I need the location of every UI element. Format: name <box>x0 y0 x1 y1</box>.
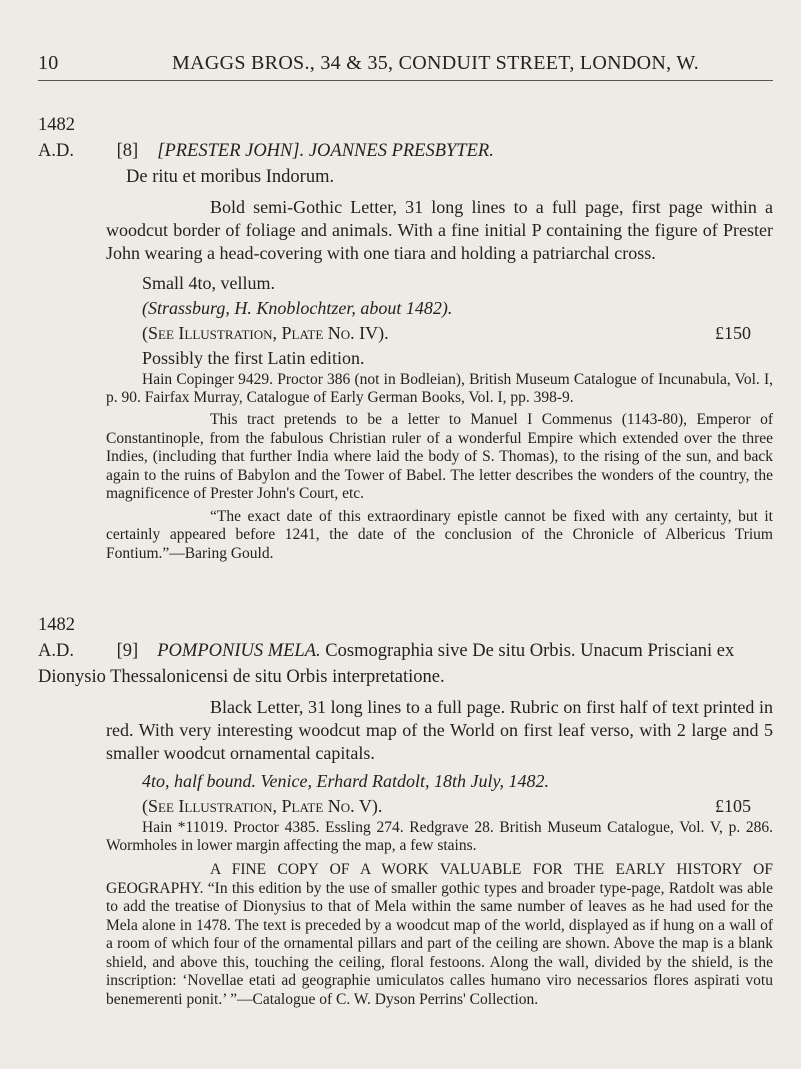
entry-headline <box>38 112 773 164</box>
entry-date: 1482 A.D. <box>38 615 75 661</box>
entry-date: 1482 A.D. <box>38 115 75 161</box>
entry-imprint: (Strassburg, H. Knoblochtzer, about 1482). <box>142 298 453 318</box>
illustration-reference: (See Illustration, Plate No. V). <box>142 796 383 816</box>
header-rule <box>38 80 773 81</box>
illustration-price-line <box>38 794 773 819</box>
running-title: MAGGS BROS., 34 & 35, CONDUIT STREET, LONDON, W. <box>172 52 700 74</box>
entry-headline <box>38 612 773 690</box>
entry-subtitle: De ritu et moribus Indorum. <box>126 167 335 187</box>
entry-extra: Possibly the first Latin edition. <box>142 348 365 368</box>
entry-format: 4to, half bound. Venice, Erhard Ratdolt, 18th July, 1482. <box>142 771 549 791</box>
illustration-reference: (See Illustration, Plate No. IV). <box>142 323 389 343</box>
bibliographic-references: Hain Copinger 9429. Proctor 386 (not in Bodleian), British Museum Catalogue of Incunabula, Vol. I, p. 90. Fairfax Murray, Catalogue of Early German Books, Vol. I, pp. 398-9. <box>106 371 773 406</box>
entry-title: JOANNES PRESBYTER. <box>308 141 494 161</box>
page-number: 10 <box>38 52 59 74</box>
entry-author: [PRESTER JOHN]. <box>157 141 305 161</box>
price: £105 <box>715 796 751 816</box>
entry-description: Bold semi-Gothic Letter, 31 long lines to a full page, first page within a woodcut border of foliage and animals. With a fine initial P containing the figure of Prester John wearing a head-covering with one tiara and holding a patriarchal cross. <box>106 197 773 263</box>
lot-number: [9] <box>116 641 139 661</box>
page-header <box>38 52 768 75</box>
lot-number: [8] <box>116 141 139 161</box>
entry-note: A FINE COPY OF A WORK VALUABLE FOR THE EARLY HISTORY OF GEOGRAPHY. “In this edition by the use of smaller gothic types and broader type-page, Ratdolt was able to add the treatise of Dionysius to that of Mela within the same number of leaves as he had used for the Mela alone in 1478. The text is preceded by a woodcut map of the world, displayed as if hung on a wall of a room of which four of the ornamental pillars and part of the ceiling are shown. Above the map is a blank shield, and above this, touching the ceiling, floral festoons. Along the wall, divided by the shield, is the inscription: ‘Novellae etati ad geographie umiculatos calles humano viro necessarios flores aspirati votu benemerenti ponit.’ ”—Catalogue of C. W. Dyson Perrins' Collection. <box>106 861 773 1008</box>
entry-author: POMPONIUS MELA. <box>157 641 321 661</box>
entry-note: This tract pretends to be a letter to Manuel I Commenus (1143-80), Emperor of Constantinople, from the fabulous Christian ruler of a wonderful Empire which extended over the three Indies, (including that further India where laid the body of S. Thomas), to the rising of the sun, and back again to the ruins of Babylon and the Tower of Babel. The letter describes the wonders of the country, the magnificence of Prester John's Court, etc. <box>106 411 773 502</box>
entry-title: Cosmographia sive De situ Orbis. Unacum Prisciani ex Dionysio Thessalonicensi de situ Orbis interpretatione. <box>38 641 735 687</box>
illustration-price-line <box>38 321 773 346</box>
entry-format: Small 4to, vellum. <box>142 273 275 293</box>
catalogue-entry-9 <box>38 612 773 1009</box>
price: £150 <box>715 323 751 343</box>
catalogue-entry-8 <box>38 112 773 563</box>
entry-quote: “The exact date of this extraordinary epistle cannot be fixed with any certainty, but it certainly appeared before 1241, the date of the conclusion of the Chronicle of Albericus Trium Fontium.”—Baring Gould. <box>106 507 773 562</box>
bibliographic-references: Hain *11019. Proctor 4385. Essling 274. Redgrave 28. British Museum Catalogue, Vol. V, p. 286. Wormholes in lower margin affecting the map, a few stains. <box>106 819 773 854</box>
entry-description: Black Letter, 31 long lines to a full page. Rubric on first half of text printed in red. With very interesting woodcut map of the World on first leaf verso, with 2 large and 5 smaller woodcut ornamental capitals. <box>106 697 773 763</box>
